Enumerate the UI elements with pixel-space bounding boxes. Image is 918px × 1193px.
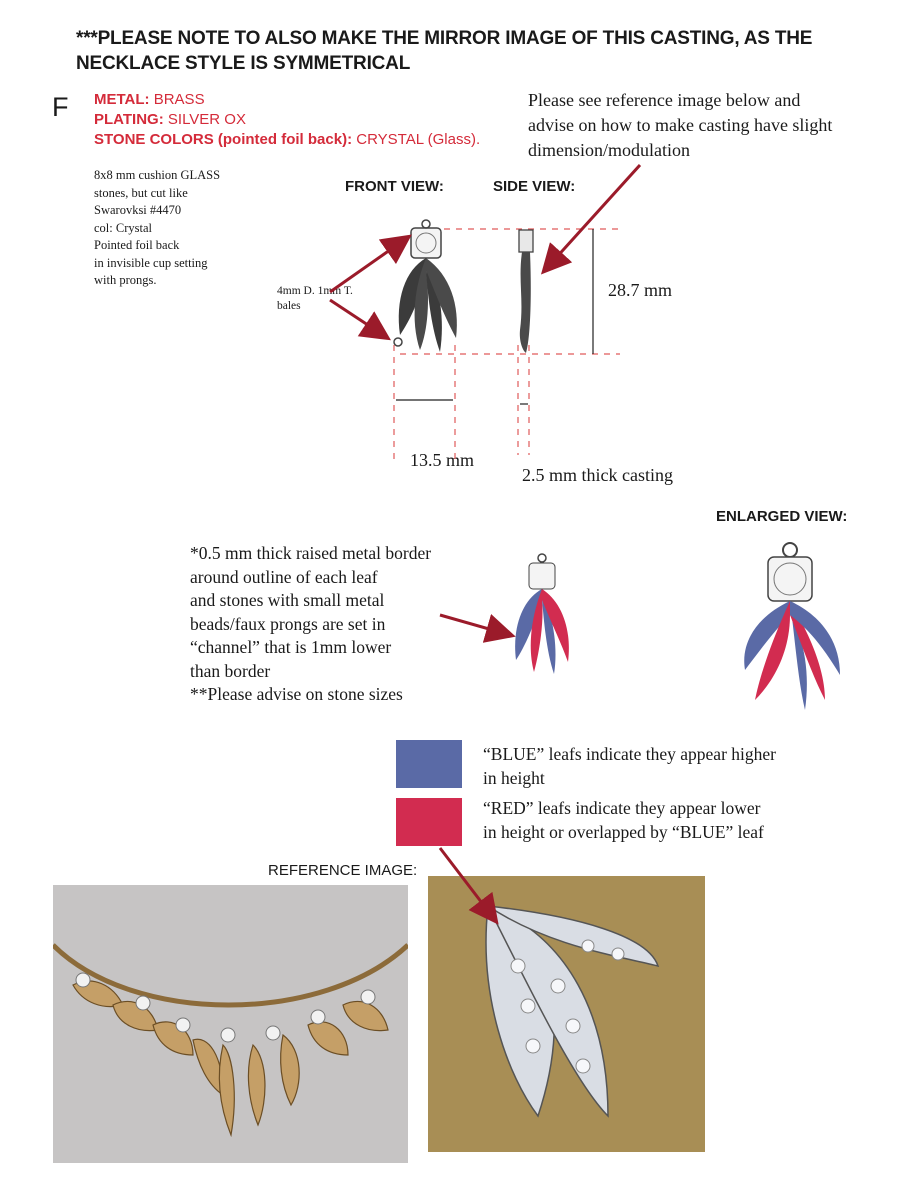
side-view-label: SIDE VIEW:: [493, 178, 576, 195]
spec-stone-value: CRYSTAL (Glass).: [356, 131, 481, 148]
front-view-label: FRONT VIEW:: [345, 178, 444, 195]
spec-plating-label: PLATING:: [94, 111, 164, 128]
bales-label: 4mm D. 1mm T. bales: [277, 285, 353, 312]
width-dimension: 13.5 mm: [410, 450, 475, 470]
spec-plating-value: SILVER OX: [167, 111, 246, 128]
height-dimension: 28.7 mm: [608, 280, 673, 300]
side-view-pendant: [519, 230, 533, 353]
stone-note: 8x8 mm cushion GLASS stones, but cut like Swarovksi #4470 col: Crystal Pointed foil back in invisible cup setting with prongs.: [94, 168, 221, 287]
thickness-dimension: 2.5 mm thick casting: [522, 465, 673, 485]
blue-legend-text: “BLUE” leafs indicate they appear higher in height: [483, 744, 776, 788]
mirror-image-note: ***PLEASE NOTE TO ALSO MAKE THE MIRROR IMAGE OF THIS CASTING, AS THE NECKLACE STYLE IS SYMMETRICAL: [76, 28, 813, 74]
colored-pendants: [400, 540, 900, 730]
spec-metal-label: METAL:: [94, 91, 150, 108]
red-swatch: [396, 798, 462, 846]
item-letter: F: [52, 92, 69, 122]
border-arrow: [440, 615, 510, 635]
necklace-illustration: [53, 885, 408, 1163]
blue-swatch: [396, 740, 462, 788]
small-colored-pendant: [515, 554, 569, 674]
enlarged-view-label: ENLARGED VIEW:: [716, 508, 848, 525]
red-legend-text: “RED” leafs indicate they appear lower in height or overlapped by “BLUE” leaf: [483, 798, 764, 842]
spec-metal-value: BRASS: [153, 91, 205, 108]
border-note: *0.5 mm thick raised metal border around outline of each leaf and stones with small metal beads/faux prongs are set in “channel” that is 1mm lower than border **Please advise on stone sizes: [190, 543, 432, 704]
reference-note: Please see reference image below and advise on how to make casting have slight dimension/modulation: [528, 90, 833, 160]
technical-drawing: [0, 0, 918, 520]
reference-image-label: REFERENCE IMAGE:: [268, 862, 418, 879]
necklace-reference-photo: [53, 885, 408, 1163]
enlarged-colored-pendant: [744, 543, 840, 710]
spec-stone-label: STONE COLORS (pointed foil back):: [94, 131, 353, 148]
reference-arrow: [430, 840, 530, 940]
